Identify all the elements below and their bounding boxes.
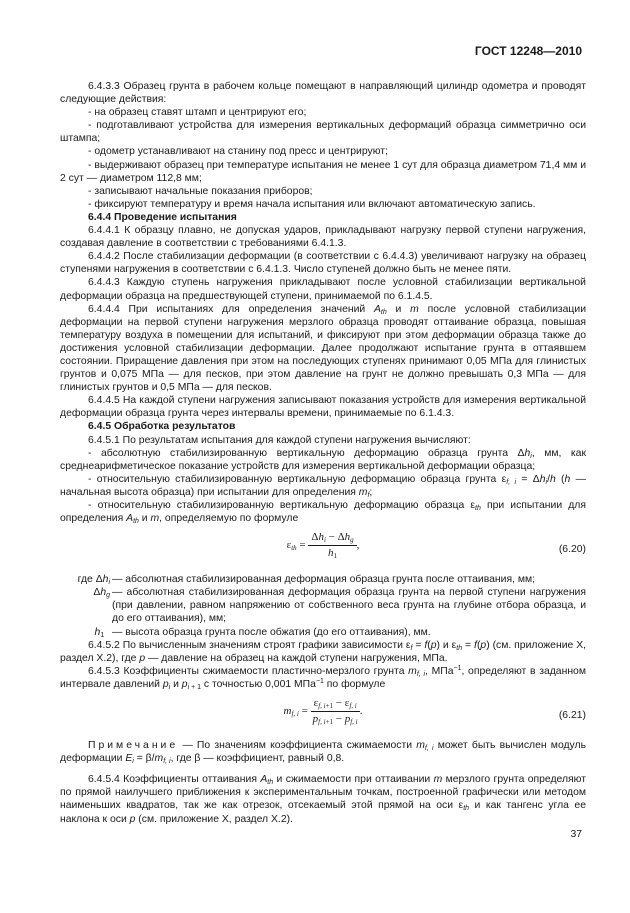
- where-item: $\Delta h_g$ — абсолютная стабилизированная деформация образца грунта на первой ступени нагружения (при давлении, равном напряжению от собственного веса грунта на глубине отбора образца, и до его оттаивания), мм;: [93, 587, 586, 625]
- page-number: 37: [570, 829, 582, 840]
- list-item: - записывают начальные показания приборов;: [88, 185, 313, 197]
- paragraph-6-4-5-2: 6.4.5.2 По вычисленным значениям строят графики зависимости $\varepsilon_f = f(p)$ и $\varepsilon_{th} = f(p)$ (см. приложение Х, раздел Х.2), где p — давление на образец на каждой ступени нагружения, МПа.: [60, 639, 587, 664]
- paragraph-6-4-4-4: 6.4.4.4 При испытаниях для определения значений $A_{th}$ и m после условной стабилизации деформации на первой ступени нагружения мерзлого образца проводят оттаивание образца, повышая температуру воздуха в помещении для испытаний, и фиксируют при этом деформации образца также до достижения условной стабилизации деформации. Далее продолжают испытание грунта в оттаявшем состоянии. Приращение давления при этом на последующих ступенях принимают 0,05 МПа для глинистых грунтов и 0,075 МПа — для песков, при этом давление на грунт не должно превышать 0,3 МПа — для глинистых грунтов и 0,5 МПа — для песков.: [60, 303, 586, 394]
- section-heading-6-4-5: 6.4.5 Обработка результатов: [88, 421, 236, 433]
- paragraph-6-4-5-1: 6.4.5.1 По результатам испытания для каждой ступени нагружения вычисляют:: [88, 434, 471, 446]
- where-item: где $\Delta h_i$ — абсолютная стабилизированная деформация образца грунта после оттаивания, мм;: [77, 574, 536, 587]
- note: Примечание — По значениям коэффициента сжимаемости $m_{f, i}$ может быть вычислен модуль деформации $E_i = \beta/m_{f, i}$, где β — коэффициент, равный 0,8.: [60, 740, 586, 766]
- formula-6-21: [60, 697, 586, 735]
- page-body: [60, 80, 586, 826]
- formula-number: (6.21): [558, 710, 586, 722]
- fraction: $\frac{\Delta h_i - \Delta h_g}{h_1}$: [308, 531, 356, 560]
- paragraph-6-4-4-1: 6.4.4.1 К образцу плавно, не допуская ударов, прикладывают нагрузку первой ступени нагружения, создавая давление в соответствии с требованиями 6.4.1.3.: [60, 225, 586, 250]
- paragraph-6-4-4-2: 6.4.4.2 После стабилизации деформации (в соответствии с 6.4.4.3) увеличивают нагрузку на образец ступенями нагружения в соответствии с 6.4.1.3. Число ступеней должно быть не менее пяти.: [60, 251, 586, 276]
- document-header: ГОСТ 12248—2010: [474, 44, 582, 58]
- paragraph-6-4-5-4: 6.4.5.4 Коэффициенты оттаивания $A_{th}$ и сжимаемости при оттаивании m мерзлого грунта определяют по прямой наилучшего приближения к экспериментальным точкам, построенной графически или методом наименьших квадратов, так же как отрезок, отсекаемый этой прямой на оси $\varepsilon_{th}$ и как тангенс угла ее наклона к оси p (см. приложение Х, раздел Х.2).: [60, 774, 586, 825]
- formula-6-20: [60, 531, 586, 569]
- paragraph-6-4-4-3: 6.4.4.3 Каждую ступень нагружения прикладывают после условной стабилизации вертикальной деформации образца на предшествующей ступени, принимаемой по 6.1.4.5.: [60, 277, 586, 302]
- note-label: Примечание: [88, 740, 179, 752]
- paragraph-6-4-3-3: 6.4.3.3 Образец грунта в рабочем кольце помещают в направляющий цилиндр одометра и проводят следующие действия:: [60, 81, 586, 106]
- formula-expression: $\varepsilon_{th}$ = $\frac{\Delta h_i - \Delta h_g}{h_1}$ ,: [286, 531, 360, 561]
- list-item: - на образец ставят штамп и центрируют его;: [88, 107, 307, 119]
- formula-number: (6.20): [558, 544, 586, 556]
- list-item: - относительную стабилизированную вертикальную деформацию образца $\varepsilon_{th}$ при испытании для определения $A_{th}$ и m, определяемую по формуле: [60, 500, 586, 526]
- list-item: - выдерживают образец при температуре испытания не менее 1 сут для образца диаметром 71,4 мм и 2 сут — диаметром 112,8 мм;: [60, 159, 586, 184]
- list-item: - одометр устанавливают на станину под пресс и центрируют;: [88, 146, 388, 158]
- paragraph-6-4-4-5: 6.4.4.5 На каждой ступени нагружения записывают показания устройств для измерения вертикальной деформации образца грунта через интервалы времени, принимаемые по 6.1.4.3.: [60, 395, 586, 420]
- formula-expression: $m_{f, i}$ = $\frac{\varepsilon_{f, i+1} - \varepsilon_{f, i}}{p_{f, i+1} - p_{f, i}}$ .: [283, 697, 363, 727]
- paragraph-6-4-5-3: 6.4.5.3 Коэффициенты сжимаемости пластично-мерзлого грунта $m_{f, i}$, МПа$^{-1}$, определяют в заданном интервале давлений $p_i$ и $p_{i + 1}$ с точностью 0,001 МПа$^{-1}$ по формуле: [60, 664, 586, 691]
- list-item: - фиксируют температуру и время начала испытания или включают автоматическую запись.: [88, 198, 536, 210]
- fraction: $\frac{\varepsilon_{f, i+1} - \varepsilon_{f, i}}{p_{f, i+1} - p_{f, i}}$: [311, 697, 360, 726]
- where-item: $h_1$ — высота образца грунта после обжатия (до его оттаивания), мм.: [94, 626, 431, 639]
- list-item: - подготавливают устройства для измерения вертикальных деформаций образца симметрично оси штампа;: [60, 120, 586, 145]
- list-item: - относительную стабилизированную вертикальную деформацию образца грунта $\varepsilon_{f, i} = \Delta h_i/h$ (h — начальная высота образца) при испытании для определения $m_f$;: [60, 473, 586, 499]
- section-heading-6-4-4: 6.4.4 Проведение испытания: [88, 211, 237, 223]
- list-item: - абсолютную стабилизированную вертикальную деформацию образца грунта $\Delta h_i$, мм, как среднеарифметическое показание устройств для измерения вертикальной деформации образца;: [60, 447, 586, 472]
